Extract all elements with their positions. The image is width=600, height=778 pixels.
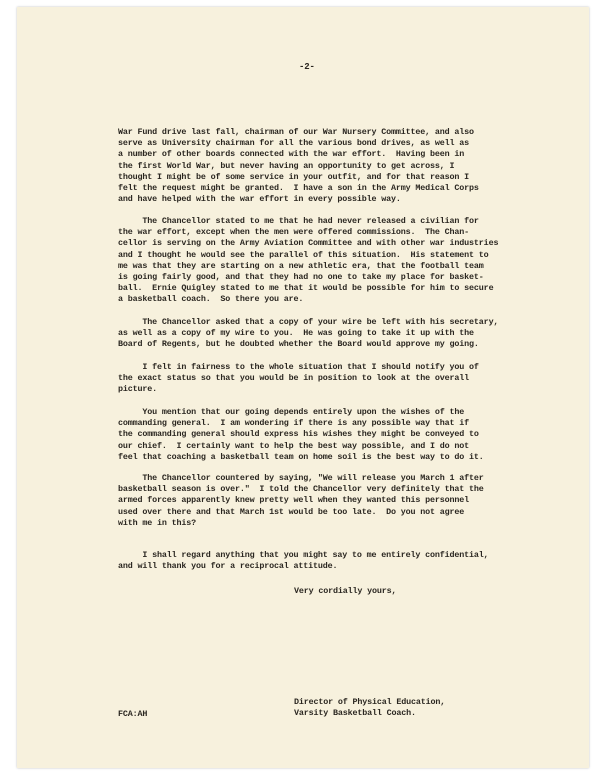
text-line: me was that they are starting on a new athletic era, that the football team [118, 260, 484, 271]
text-line: felt the request might be granted. I have a son in the Army Medical Corps [118, 182, 479, 193]
text-line: serve as University chairman for all the various bond drives, as well as [118, 138, 470, 149]
text-line: as well as a copy of my wire to you. He was going to take it up with the [118, 328, 474, 339]
text-line: basketball season is over." I told the Chancellor very definitely that the [118, 484, 484, 495]
paragraph-1 [118, 127, 479, 205]
text-line: I shall regard anything that you might say to me entirely confidential, [118, 550, 489, 560]
text-line: a number of other boards connected with the war effort. Having been in [118, 149, 465, 160]
text-line: feel that coaching a basketball team on home soil is the best way to do it. [118, 451, 484, 462]
text-line: commanding general. I am wondering if there is any possible way that if [118, 418, 470, 429]
text-line: and will thank you for a reciprocal attitude. [118, 561, 338, 572]
text-line: cellor is serving on the Army Aviation Committee and with other war industries [118, 238, 499, 249]
paragraph-2 [118, 216, 498, 306]
text-line: You mention that our going depends entirely upon the wishes of the [118, 407, 465, 417]
text-line: the war effort, except when the men were offered commissions. The Chan- [118, 227, 470, 238]
text-line: and have helped with the war effort in every possible way. [118, 194, 401, 205]
letter-page [17, 7, 589, 768]
text-line: War Fund drive last fall, chairman of our War Nursery Committee, and also [118, 127, 474, 137]
paragraph-6 [118, 473, 484, 529]
paragraph-7 [118, 550, 489, 572]
text-line: picture. [118, 384, 158, 395]
text-line: used over there and that March 1st would be too late. Do you not agree [118, 506, 465, 517]
text-line: and I thought he would see the parallel of this situation. His statement to [118, 249, 489, 260]
text-line: a basketball coach. So there you are. [118, 294, 304, 305]
text-line: with me in this? [118, 517, 197, 528]
text-line: The Chancellor countered by saying, "We will release you March 1 after [118, 473, 484, 483]
text-line: thought I might be of some service in your outfit, and for that reason I [118, 171, 470, 182]
text-line: is going fairly good, and that they had no one to take my place for basket- [118, 271, 484, 282]
paragraph-4 [118, 362, 479, 396]
text-line: Board of Regents, but he doubted whether the Board would approve my going. [118, 339, 479, 350]
paragraph-5 [118, 407, 484, 463]
text-line: the exact status so that you would be in position to look at the overall [118, 373, 470, 384]
signature-title-line-2: Varsity Basketball Coach. [294, 708, 416, 719]
text-line: ball. Ernie Quigley stated to me that it would be possible for him to secure [118, 283, 494, 294]
signature-block [294, 697, 445, 719]
text-line: The Chancellor asked that a copy of your wire be left with his secretary, [118, 317, 499, 327]
text-line: the first World War, but never having an opportunity to get across, I [118, 160, 455, 171]
page-number: -2- [299, 62, 315, 72]
paragraph-3 [118, 317, 498, 351]
text-line: I felt in fairness to the whole situation that I should notify you of [118, 362, 479, 372]
text-line: our chief. I certainly want to help the best way possible, and I do not [118, 440, 470, 451]
signature-title-line-1: Director of Physical Education, [294, 697, 446, 707]
text-line: The Chancellor stated to me that he had never released a civilian for [118, 216, 479, 226]
closing-salutation: Very cordially yours, [294, 586, 397, 596]
text-line: the commanding general should express his wishes they might be conveyed to [118, 429, 479, 440]
reference-initials: FCA:AH [118, 709, 148, 719]
text-line: armed forces apparently knew pretty well when they wanted this personnel [118, 495, 470, 506]
